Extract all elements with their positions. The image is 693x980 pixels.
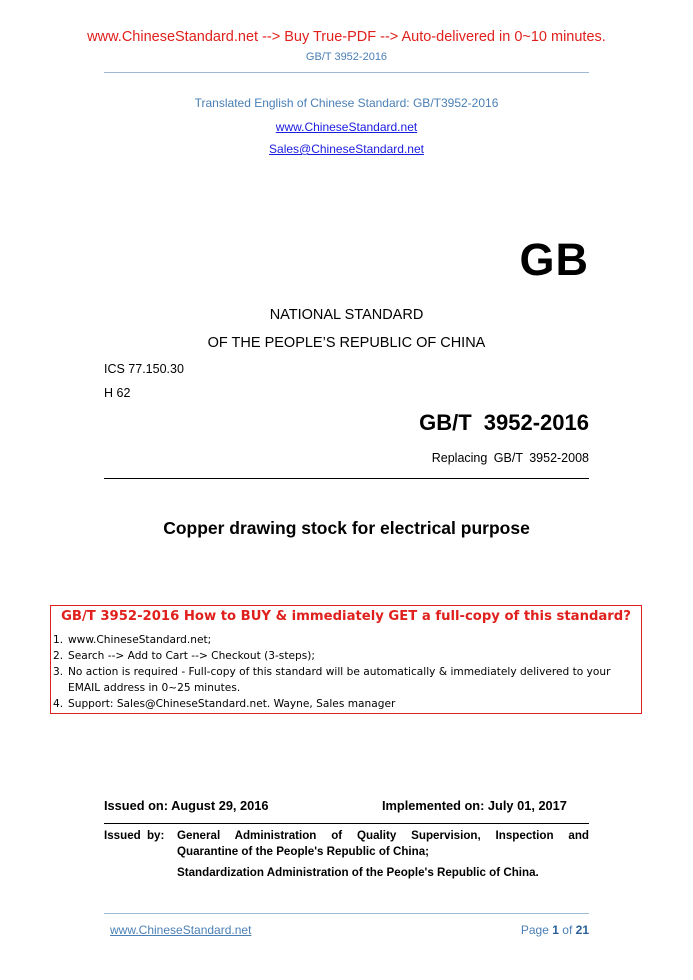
page-number [521, 923, 589, 937]
issuing-authority-line2: Quarantine of the People's Republic of China; [177, 845, 430, 858]
page-total: 21 [575, 923, 589, 937]
promo-banner[interactable]: www.ChineseStandard.net --> Buy True-PDF --> Auto-delivered in 0~10 minutes. [87, 29, 606, 45]
header-divider [104, 72, 589, 73]
purchase-step [53, 696, 641, 712]
page-current: 1 [552, 923, 559, 937]
implemented-on-date: Implemented on: July 01, 2017 [382, 798, 567, 813]
purchase-info-box [50, 605, 642, 714]
purchase-step [53, 632, 641, 648]
ccs-code: H 62 [104, 386, 131, 400]
gb-logo-mark: GB [519, 234, 589, 285]
issuing-authority-line3: Standardization Administration of the People's Republic of China. [177, 866, 539, 879]
step-text: Support: Sales@ChineseStandard.net. Wayne, Sales manager [68, 698, 396, 710]
step-text: Search --> Add to Cart --> Checkout (3-steps); [68, 650, 315, 662]
translation-note: Translated English of Chinese Standard: GB/T3952-2016 [194, 96, 499, 110]
site-link[interactable]: www.ChineseStandard.net [275, 120, 418, 134]
country-heading: OF THE PEOPLE’S REPUBLIC OF CHINA [207, 335, 486, 351]
page-prefix: Page [520, 923, 549, 937]
national-standard-heading: NATIONAL STANDARD [269, 307, 424, 323]
sales-email-link[interactable]: Sales@ChineseStandard.net [269, 142, 424, 156]
step-number: 3. [53, 666, 64, 678]
sales-link-row [0, 140, 693, 158]
standard-number: GB/T 3952-2016 [419, 410, 589, 435]
issued-on-date: Issued on: August 29, 2016 [104, 798, 269, 813]
purchase-steps-list [53, 632, 641, 712]
purchase-step [53, 664, 641, 696]
replacing-note: Replacing GB/T 3952-2008 [431, 451, 589, 465]
purchase-box-title: GB/T 3952-2016 How to BUY & immediately GET a full-copy of this standard? [61, 609, 631, 624]
site-link-row [0, 118, 693, 136]
step-text: No action is required - Full-copy of this standard will be automatically & immediately delivered to your EMAIL address in 0~25 minutes. [68, 666, 611, 694]
purchase-step [53, 648, 641, 664]
step-number: 4. [53, 698, 64, 710]
ics-code: ICS 77.150.30 [104, 362, 184, 376]
step-number: 1. [53, 634, 64, 646]
header-standard-code: GB/T 3952-2016 [305, 51, 388, 63]
footer-divider [104, 913, 589, 914]
issuing-authority-line1: General Administration of Quality Supervision, Inspection and [177, 829, 589, 842]
cover-divider [104, 478, 589, 479]
step-text[interactable]: www.ChineseStandard.net; [68, 634, 212, 646]
footer-site-link[interactable]: www.ChineseStandard.net [110, 923, 252, 937]
step-number: 2. [53, 650, 64, 662]
issued-by-label: Issued by: [104, 829, 165, 842]
page-of: of [562, 923, 573, 937]
issue-divider [104, 823, 589, 824]
document-title: Copper drawing stock for electrical purpose [163, 518, 530, 538]
